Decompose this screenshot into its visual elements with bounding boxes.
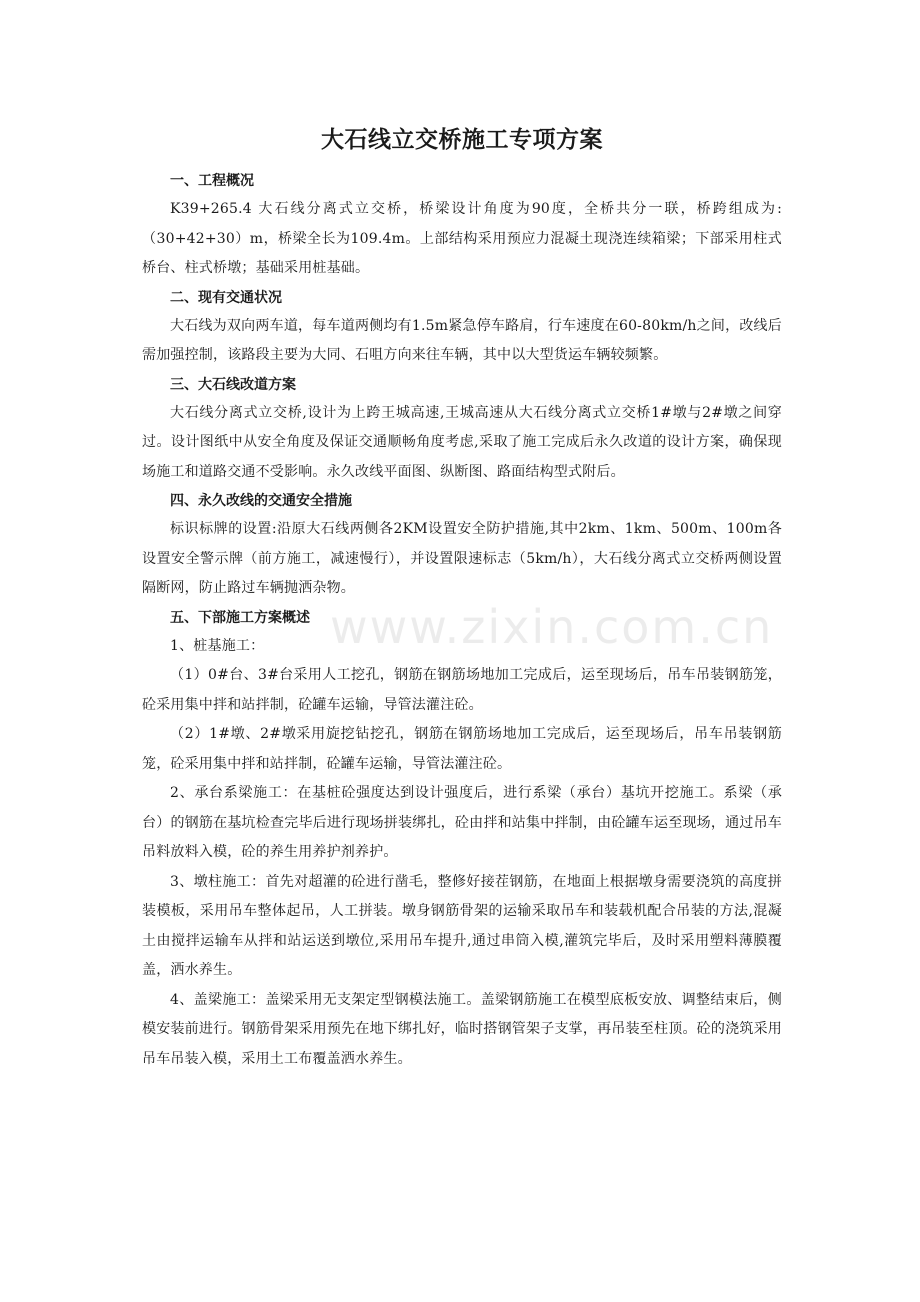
list-item-cap-beam: 2、承台系梁施工：在基桩砼强度达到设计强度后，进行系梁（承台）基坑开挖施工。系梁（承台）的钢筋在基坑检查完毕后进行现场拼装绑扎，砼由拌和站集中拌制，由砼罐车运至现场，通过吊车吊料放料入模，砼的养生用养护剂养护。 — [142, 785, 782, 860]
section-heading-substructure: 五、下部施工方案概述 — [170, 609, 310, 626]
section-heading-overview: 一、工程概况 — [170, 173, 254, 189]
section-paragraph-diversion: 大石线分离式立交桥,设计为上跨王城高速,王城高速从大石线分离式立交桥1#墩与2#墩之间穿过。设计图纸中从安全角度及保证交通顺畅角度考虑,采取了施工完成后永久改道的设计方案，确保现场施工和道路交通不受影响。永久改线平面图、纵断图、路面结构型式附后。 — [142, 404, 782, 480]
list-item-pile-2: （2）1#墩、2#墩采用旋挖钻挖孔，钢筋在钢筋场地加工完成后，运至现场后，吊车吊装钢筋笼，砼采用集中拌和站拌制，砼罐车运输，导管法灌注砼。 — [142, 726, 782, 772]
list-item-pile-1: （1）0#台、3#台采用人工挖孔，钢筋在钢筋场地加工完成后，运至现场后，吊车吊装钢筋笼，砼采用集中拌和站拌制，砼罐车运输，导管法灌注砼。 — [142, 667, 782, 713]
section-heading-diversion: 三、大石线改道方案 — [170, 376, 296, 393]
document-title: 大石线立交桥施工专项方案 — [321, 126, 603, 153]
section-heading-safety: 四、永久改线的交通安全措施 — [170, 493, 352, 509]
section-paragraph-safety: 标识标牌的设置:沿原大石线两侧各2KM设置安全防护措施,其中2km、1km、500m、100m各设置安全警示牌（前方施工，减速慢行），并设置限速标志（5km/h），大石线分离式立交桥两侧设置隔断网，防止路过车辆抛洒杂物。 — [142, 521, 782, 596]
section-paragraph-overview: K39+265.4 大石线分离式立交桥，桥梁设计角度为90度，全桥共分一联，桥跨组成为:（30+42+30）m，桥梁全长为109.4m。上部结构采用预应力混凝土现浇连续箱梁；下部采用柱式桥台、柱式桥墩；基础采用桩基础。 — [142, 201, 782, 276]
list-item-bent-cap: 4、盖梁施工：盖梁采用无支架定型钢模法施工。盖梁钢筋施工在模型底板安放、调整结束后，侧模安装前进行。钢筋骨架采用预先在地下绑扎好，临时搭钢管架子支掌，再吊装至柱顶。砼的浇筑采用吊车吊装入模，采用土工布覆盖洒水养生。 — [142, 991, 782, 1067]
watermark: www.zixin.com.cn — [330, 600, 774, 654]
section-paragraph-traffic: 大石线为双向两车道，每车道两侧均有1.5m紧急停车路肩，行车速度在60-80km/h之间，改线后需加强控制，该路段主要为大同、石咀方向来往车辆，其中以大型货运车辆较频繁。 — [142, 317, 782, 363]
list-item-pier-column: 3、墩柱施工：首先对超灌的砼进行凿毛，整修好接茬钢筋，在地面上根据墩身需要浇筑的高度拼装模板，采用吊车整体起吊，人工拼装。墩身钢筋骨架的运输采取吊车和装载机配合吊装的方法,混凝土由搅拌运输车从拌和站运送到墩位,采用吊车提升,通过串筒入模,灌筑完毕后，及时采用塑料薄膜覆盖，洒水养生。 — [142, 873, 782, 978]
list-item-pile: 1、桩基施工： — [170, 637, 265, 654]
section-heading-traffic: 二、现有交通状况 — [170, 289, 282, 306]
document-body — [142, 118, 782, 1074]
